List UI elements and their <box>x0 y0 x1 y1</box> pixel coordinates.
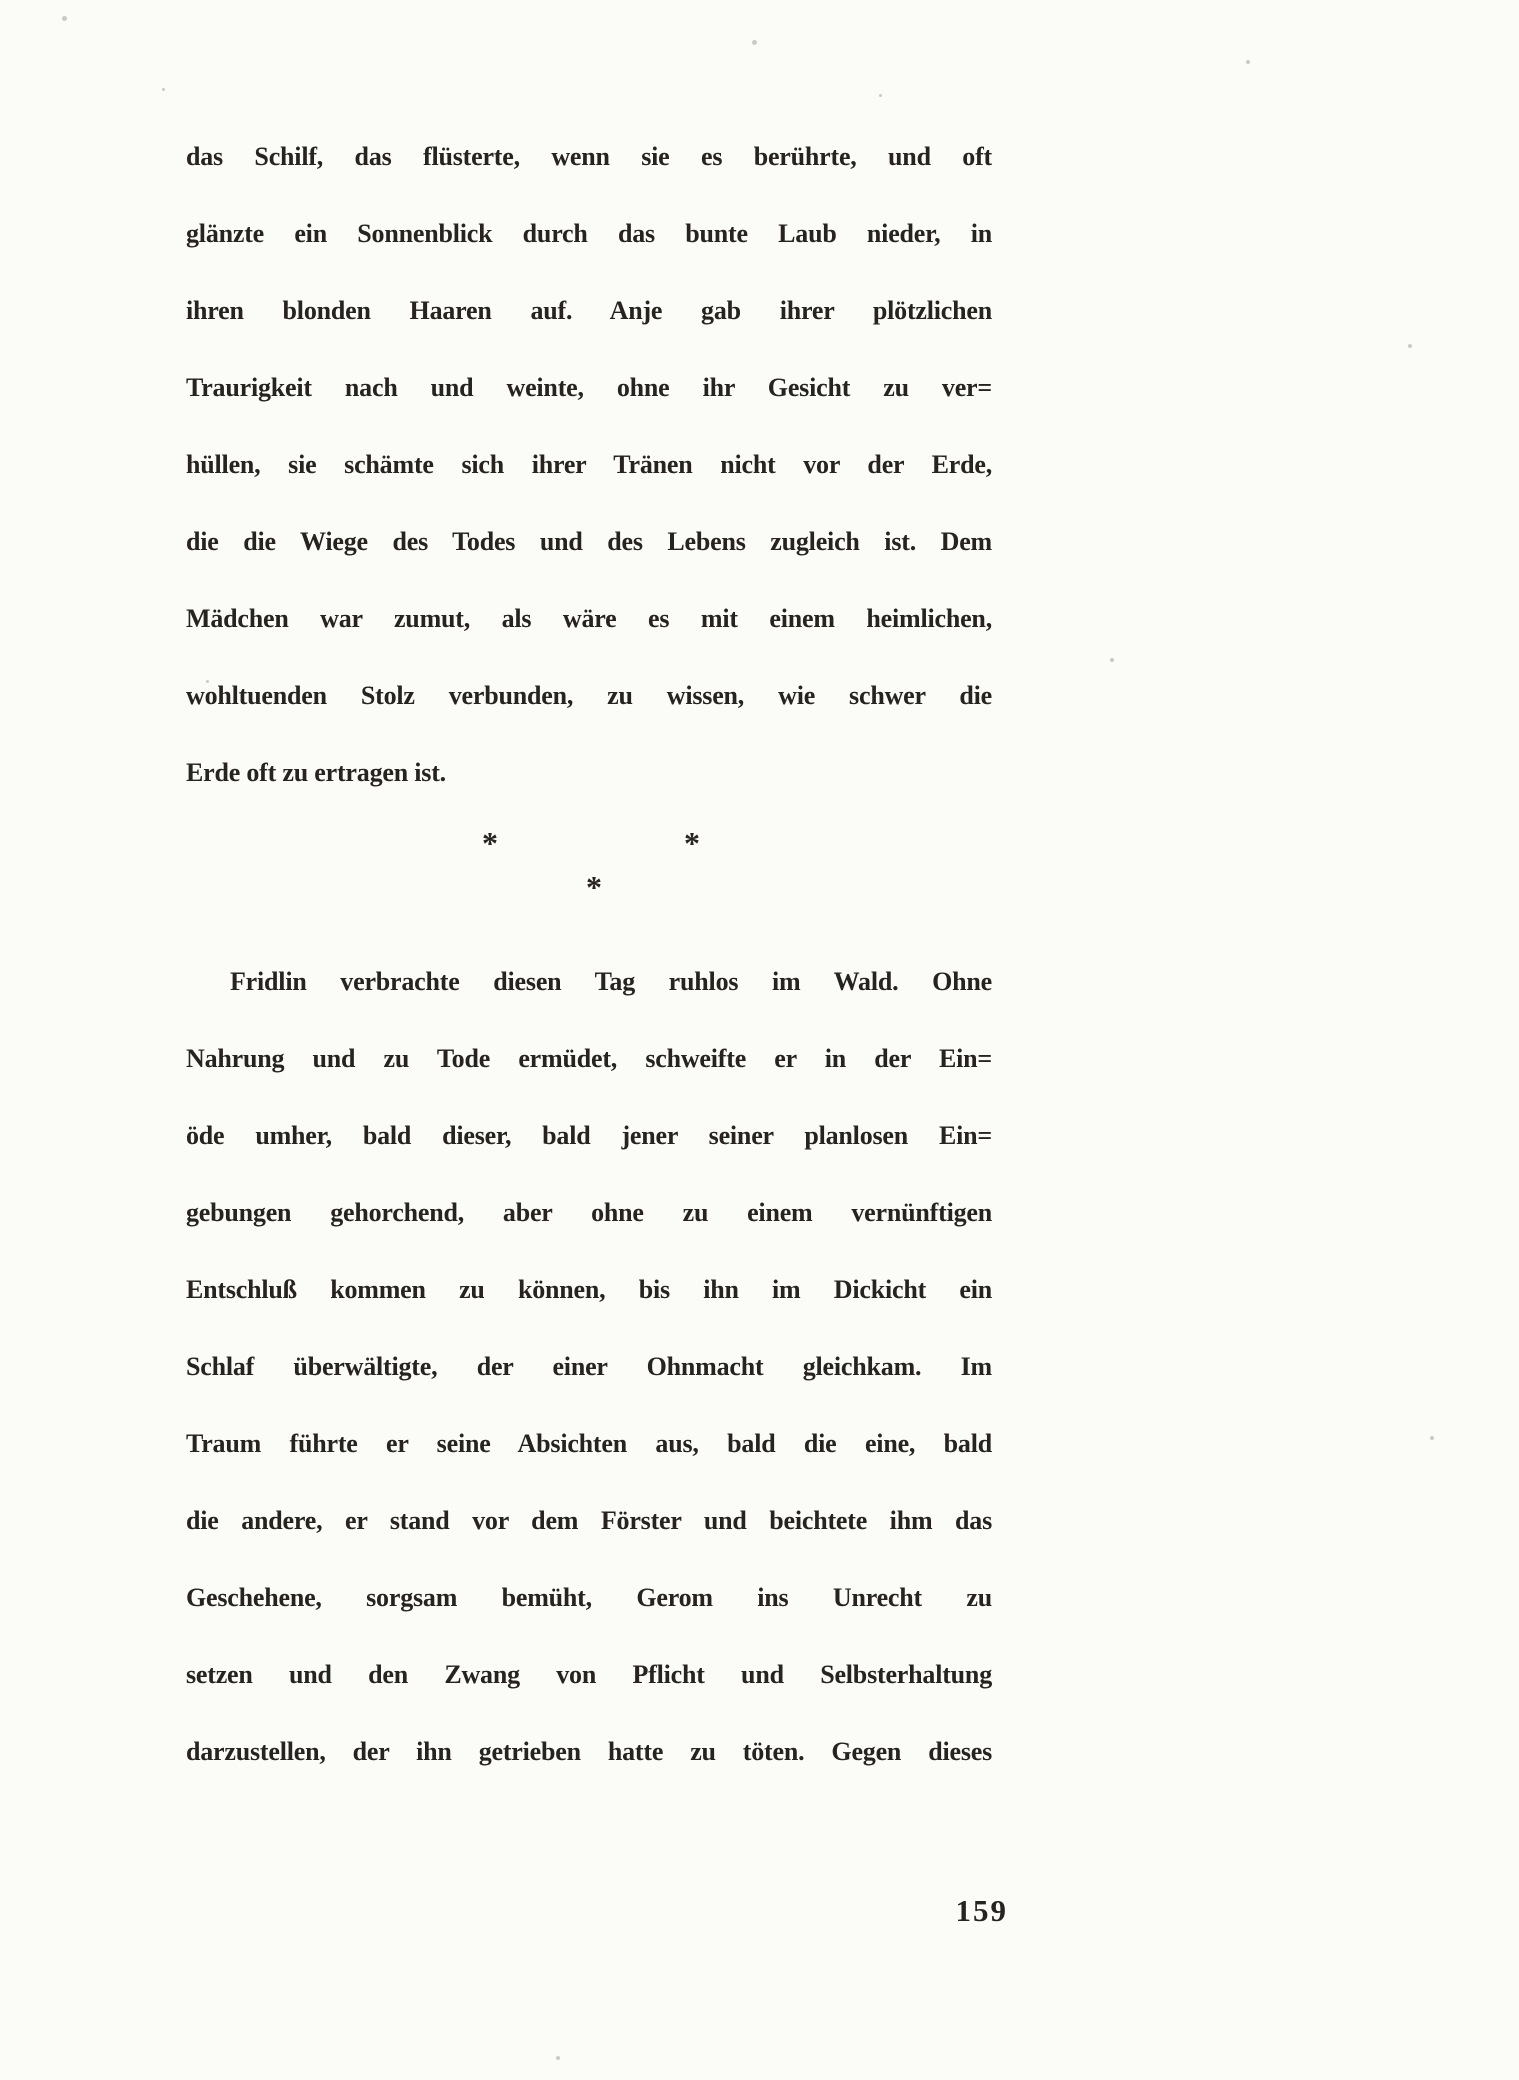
text-line: Schlaf überwältigte, der einer Ohnmacht gleichkam. Im <box>186 1352 992 1381</box>
scan-speckle <box>1408 344 1412 348</box>
text-block <box>186 118 992 1790</box>
text-line: glänzte ein Sonnenblick durch das bunte Laub nieder, in <box>186 219 992 248</box>
scan-speckle <box>1246 60 1250 64</box>
text-line: Geschehene, sorgsam bemüht, Gerom ins Unrecht zu <box>186 1583 992 1612</box>
asterisk-ornament: * <box>684 825 700 861</box>
text-line: Entschluß kommen zu können, bis ihn im Dickicht ein <box>186 1275 992 1304</box>
text-line: setzen und den Zwang von Pflicht und Selbsterhaltung <box>186 1660 992 1689</box>
text-line: die andere, er stand vor dem Förster und beichtete ihm das <box>186 1506 992 1535</box>
scan-speckle <box>162 88 165 91</box>
section-separator <box>186 819 992 937</box>
text-line: Traum führte er seine Absichten aus, bald die eine, bald <box>186 1429 992 1458</box>
text-line: Nahrung und zu Tode ermüdet, schweifte er in der Ein= <box>186 1044 992 1073</box>
scan-speckle <box>879 94 882 97</box>
text-line: ihren blonden Haaren auf. Anje gab ihrer plötzlichen <box>186 296 992 325</box>
text-line: darzustellen, der ihn getrieben hatte zu töten. Gegen dieses <box>186 1737 992 1766</box>
text-line: hüllen, sie schämte sich ihrer Tränen nicht vor der Erde, <box>186 450 992 479</box>
text-line: Traurigkeit nach und weinte, ohne ihr Gesicht zu ver= <box>186 373 992 402</box>
text-line: wohltuenden Stolz verbunden, zu wissen, wie schwer die <box>186 681 992 710</box>
scan-speckle <box>556 2056 560 2060</box>
text-line: Fridlin verbrachte diesen Tag ruhlos im Wald. Ohne <box>230 967 992 996</box>
scan-speckle <box>62 16 67 21</box>
scan-speckle <box>752 40 757 45</box>
asterisk-ornament: * <box>586 869 602 905</box>
text-line: Mädchen war zumut, als wäre es mit einem heimlichen, <box>186 604 992 633</box>
text-line: öde umher, bald dieser, bald jener seiner planlosen Ein= <box>186 1121 992 1150</box>
paragraph <box>186 943 992 1790</box>
text-line: gebungen gehorchend, aber ohne zu einem vernünftigen <box>186 1198 992 1227</box>
scan-speckle <box>1110 658 1114 662</box>
text-line: Erde oft zu ertragen ist. <box>186 758 446 787</box>
text-line: die die Wiege des Todes und des Lebens zugleich ist. Dem <box>186 527 992 556</box>
scan-speckle <box>1430 1436 1434 1440</box>
text-line: das Schilf, das flüsterte, wenn sie es berührte, und oft <box>186 142 992 171</box>
asterisk-ornament: * <box>482 825 498 861</box>
paragraph <box>186 118 992 811</box>
page-number: 159 <box>955 1893 1008 1928</box>
